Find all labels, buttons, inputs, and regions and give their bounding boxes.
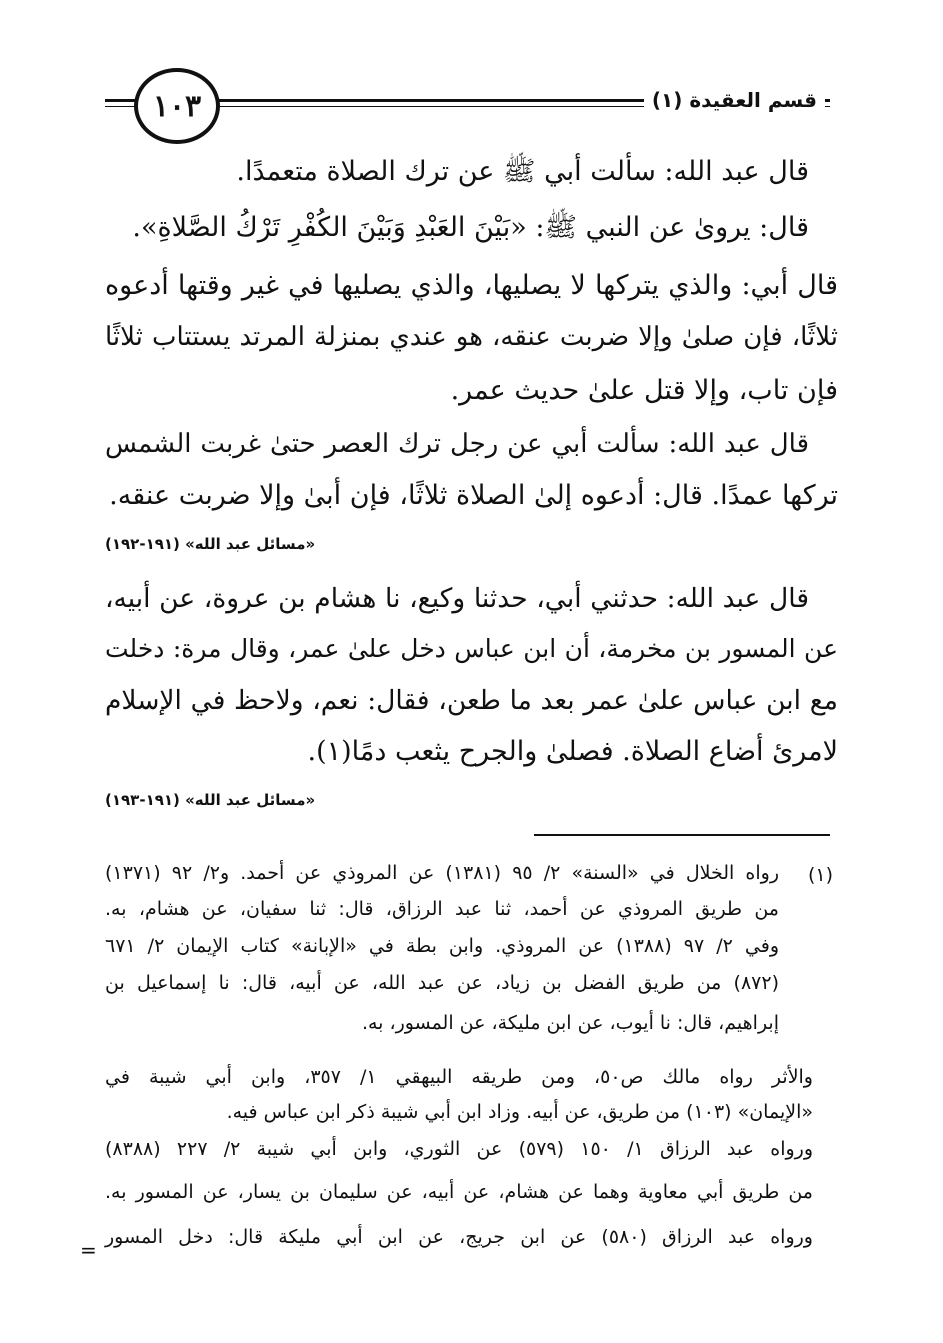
paragraph-5-line-2: عن المسور بن مخرمة، أن ابن عباس دخل علىٰ عمر، وقال مرة: دخلت	[105, 634, 838, 663]
source-citation-1: «مسائل عبد الله» (١٩١-١٩٢)	[105, 535, 316, 553]
paragraph-3-line-3: فإن تاب، وإلا قتل علىٰ حديث عمر.	[450, 375, 838, 406]
continuation-mark: =	[80, 1238, 97, 1262]
footnote-line-7: «الإيمان» (١٠٣) من طريق، عن أبيه. وزاد ابن أبي شيبة ذكر ابن عباس فيه.	[226, 1101, 813, 1123]
footnote-line-1: رواه الخلال في «السنة» ٢/ ٩٥ (١٣٨١) عن المروذي عن أحمد. و٢/ ٩٢ (١٣٧١)	[105, 862, 780, 884]
header-rule-left-thin	[105, 106, 135, 107]
header-rule-left	[105, 99, 135, 102]
footnote-line-4: (٨٧٢) من طريق الفضل بن زياد، عن عبد الله، عن أبيه، قال: نا إسماعيل بن	[105, 972, 779, 994]
footnote-line-2: من طريق المروذي عن أحمد، ثنا عبد الرزاق، قال: ثنا سفيان، عن هشام، به.	[105, 898, 779, 920]
paragraph-2-line-1: قال: يروىٰ عن النبي ﷺ: «بَيْنَ العَبْدِ وَبَيْنَ الكُفْرِ تَرْكُ الصَّلاةِ».	[132, 212, 809, 243]
paragraph-5-line-4: لامرئ أضاع الصلاة. فصلىٰ والجرح يثعب دمًا(١).	[307, 736, 838, 767]
running-head: قسم العقيدة (١)	[644, 88, 825, 112]
paragraph-3-line-2: ثلاثًا، فإن صلىٰ وإلا ضربت عنقه، هو عندي بمنزلة المرتد يستتاب ثلاثًا	[105, 322, 838, 352]
footnote-number: (١)	[807, 864, 833, 886]
paragraph-5-line-3: مع ابن عباس علىٰ عمر بعد ما طعن، فقال: نعم، ولاحظ في الإسلام	[105, 685, 838, 716]
page-number: ١٠٣	[134, 68, 220, 144]
line-text: قال عبد الله: سألت أبي ﷺ عن ترك الصلاة متعمدًا.	[236, 156, 809, 187]
footnote-line-3: وفي ٢/ ٩٧ (١٣٨٨) عن المروذي. وابن بطة في «الإبانة» كتاب الإيمان ٢/ ٦٧١	[105, 935, 779, 957]
paragraph-4-line-2: تركها عمدًا. قال: أدعوه إلىٰ الصلاة ثلاثًا، فإن أبىٰ وإلا ضربت عنقه.	[109, 480, 838, 511]
footnote-line-9: من طريق أبي معاوية وهما عن هشام، عن أبيه، عن سليمان بن يسار، عن المسور به.	[105, 1181, 813, 1203]
paragraph-3-line-1: قال أبي: والذي يتركها لا يصليها، والذي يصليها في غير وقتها أدعوه	[105, 270, 838, 301]
paragraph-5-line-1: قال عبد الله: حدثني أبي، حدثنا وكيع، نا هشام بن عروة، عن أبيه،	[105, 583, 809, 614]
paragraph-1-line-1	[105, 158, 809, 185]
footnote-line-5: إبراهيم، قال: نا أيوب، عن ابن مليكة، عن المسور، به.	[361, 1012, 779, 1034]
footnote-line-8: ورواه عبد الرزاق ١/ ١٥٠ (٥٧٩) عن الثوري، وابن أبي شيبة ٢/ ٢٢٧ (٨٣٨٨)	[105, 1138, 813, 1160]
paragraph-4-line-1: قال عبد الله: سألت أبي عن رجل ترك العصر حتىٰ غربت الشمس	[105, 429, 809, 459]
footnote-separator	[534, 834, 830, 836]
source-citation-2: «مسائل عبد الله» (١٩١-١٩٣)	[105, 791, 316, 809]
footnote-line-10: ورواه عبد الرزاق (٥٨٠) عن ابن جريج، عن ابن أبي مليكة قال: دخل المسور	[105, 1226, 813, 1248]
footnote-line-6: والأثر رواه مالك ص٥٠، ومن طريقه البيهقي ١/ ٣٥٧، وابن أبي شيبة في	[105, 1066, 813, 1088]
